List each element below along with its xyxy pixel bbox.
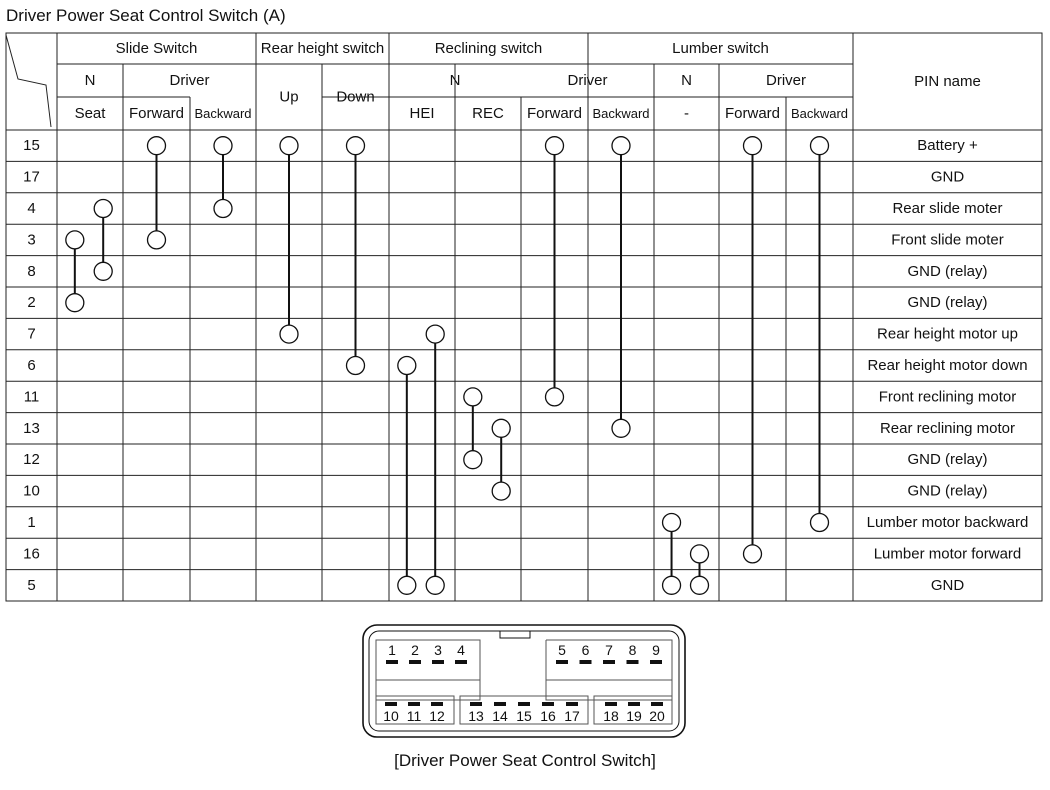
continuity-terminal [546,137,564,155]
column-label-forward-10: Forward [724,105,781,122]
pin-name: Front reclining motor [878,388,1017,406]
continuity-terminal [464,451,482,469]
pin-number: 11 [23,388,40,406]
connector-pin-label: 8 [628,642,637,658]
continuity-terminal [546,388,564,406]
connector-pin-label: 5 [558,642,566,658]
continuity-terminal [744,545,762,563]
connector-pin-label: 12 [429,708,445,724]
pin-number: 7 [27,325,36,343]
table-rows [23,137,1028,594]
connector-pin-bar [386,660,398,664]
continuity-terminal [94,262,112,280]
continuity-connections [66,137,829,595]
column-label--9: - [684,105,689,122]
connector-pin-label: 11 [406,708,422,724]
continuity-terminal [612,419,630,437]
continuity-terminal [398,576,416,594]
connector-pin-label: 2 [411,642,419,658]
connector-pin-label: 16 [540,708,556,724]
pin-name: GND (relay) [907,294,988,312]
pin-number: 2 [27,294,36,312]
pin-name: Rear slide moter [892,200,1003,217]
pin-number: 6 [27,357,36,374]
column-label-backward-2: Backward [194,106,252,121]
connector-pin-bar [494,702,506,706]
connector-pin-bar [627,660,639,664]
connector-caption: [Driver Power Seat Control Switch] [394,751,656,770]
connector-pin-bar [470,702,482,706]
connector-pin-label: 1 [388,642,396,658]
connector-pin-label: 13 [468,708,484,724]
continuity-terminal [66,231,84,249]
continuity-terminal [744,137,762,155]
connector-pin-bar [432,660,444,664]
pin-name: Front slide moter [891,231,1004,249]
connector-pin-bar [455,660,467,664]
pin-name: GND (relay) [907,451,988,469]
connector-pin-bar [431,702,443,706]
connector-pin-label: 15 [516,708,532,724]
column-label-backward-11: Backward [790,106,849,121]
column-label-seat-0: Seat [74,105,106,122]
connector-pin-bar [650,660,662,664]
continuity-terminal [426,325,444,343]
connector-pin-label: 10 [383,708,399,724]
subheader-slide-n: N [84,72,96,89]
connector-pin-label: 20 [649,708,665,724]
connector-pin-bar [566,702,578,706]
continuity-terminal [280,325,298,343]
connector-pin-label: 4 [457,642,465,658]
pin-name-header: PIN name [914,73,981,90]
continuity-terminal [347,137,365,155]
group-header-reclining: Reclining switch [434,40,543,57]
pin-name: GND [930,168,965,186]
column-label-forward-1: Forward [128,105,185,122]
connector-pin-bar [518,702,530,706]
connector-pin-bar [556,660,568,664]
subheader-rear-height-up: Up [279,88,299,106]
connector-pin-bar [651,702,663,706]
pin-name: Rear reclining motor [879,419,1016,437]
continuity-terminal [612,137,630,155]
pin-number: 15 [23,137,40,155]
pin-name: GND (relay) [907,482,988,500]
pin-name: GND [930,576,965,594]
connector-pin-bar [628,702,640,706]
subheader-slide-driver: Driver [169,72,210,89]
subheader-rear-height-down: Down [336,88,375,106]
subheader-lumber-driver: Driver [766,72,806,89]
pin-number: 3 [27,231,36,249]
connector-face-drawing [363,625,685,737]
continuity-terminal [691,545,709,563]
pin-name: Rear height motor up [877,325,1018,343]
connector-pin-label: 17 [564,708,580,724]
header-corner-diagonal [6,35,51,127]
group-header-lumber: Lumber switch [672,40,769,57]
pin-number: 10 [23,482,40,500]
table-header [75,40,981,122]
pin-name: Rear height motor down [867,357,1028,374]
continuity-terminal [148,137,166,155]
continuity-terminal [214,200,232,218]
connector-pin-bar [408,702,420,706]
connector-pin-bar [603,660,615,664]
connector-pin-label: 6 [581,642,590,658]
continuity-terminal [347,357,365,375]
continuity-terminal [663,514,681,532]
pin-name: Lumber motor forward [873,545,1022,563]
pin-number: 5 [27,576,36,594]
continuity-terminal [280,137,298,155]
connector-pin-bar [580,660,592,664]
connector-pin-label: 7 [605,642,613,658]
connector-pin-label: 3 [434,642,442,658]
pin-number: 4 [27,200,36,217]
connector-pin-bar [605,702,617,706]
continuity-terminal [811,137,829,155]
continuity-terminal [492,482,510,500]
column-label-forward-7: Forward [526,105,583,122]
pin-number: 1 [27,514,36,531]
connector-pin-label: 18 [603,708,619,724]
continuity-terminal [66,294,84,312]
group-header-rearheight: Rear height switch [260,40,385,57]
continuity-terminal [691,576,709,594]
pin-number: 17 [23,168,40,186]
connector-pin-label: 19 [626,708,642,724]
column-label-backward-8: Backward [592,106,650,121]
pin-name: Lumber motor backward [866,514,1029,531]
continuity-terminal [663,576,681,594]
continuity-terminal [426,576,444,594]
pin-number: 12 [23,451,40,469]
column-label-rec-6: REC [472,105,504,122]
pin-number: 13 [23,419,40,437]
pin-number: 8 [27,262,36,280]
pin-name: GND (relay) [907,262,988,280]
group-header-slide: Slide Switch [115,40,198,57]
subheader-reclining-n: N [449,72,461,89]
continuity-terminal [148,231,166,249]
page-title: Driver Power Seat Control Switch (A) [6,6,286,25]
continuity-terminal [464,388,482,406]
connector-pin-bar [409,660,421,664]
continuity-terminal [811,514,829,532]
continuity-terminal [214,137,232,155]
continuity-terminal [398,357,416,375]
subheader-lumber-n: N [681,72,692,89]
continuity-terminal [94,200,112,218]
pin-name: Battery + [917,137,978,155]
connector-pin-bar [385,702,397,706]
column-label-hei-5: HEI [409,105,435,122]
continuity-terminal [492,419,510,437]
subheader-reclining-driver: Driver [567,72,608,89]
connector-pin-label: 9 [652,642,660,658]
connector-pin-bar [542,702,554,706]
connector-pin-label: 14 [492,708,508,724]
pin-number: 16 [23,545,40,563]
